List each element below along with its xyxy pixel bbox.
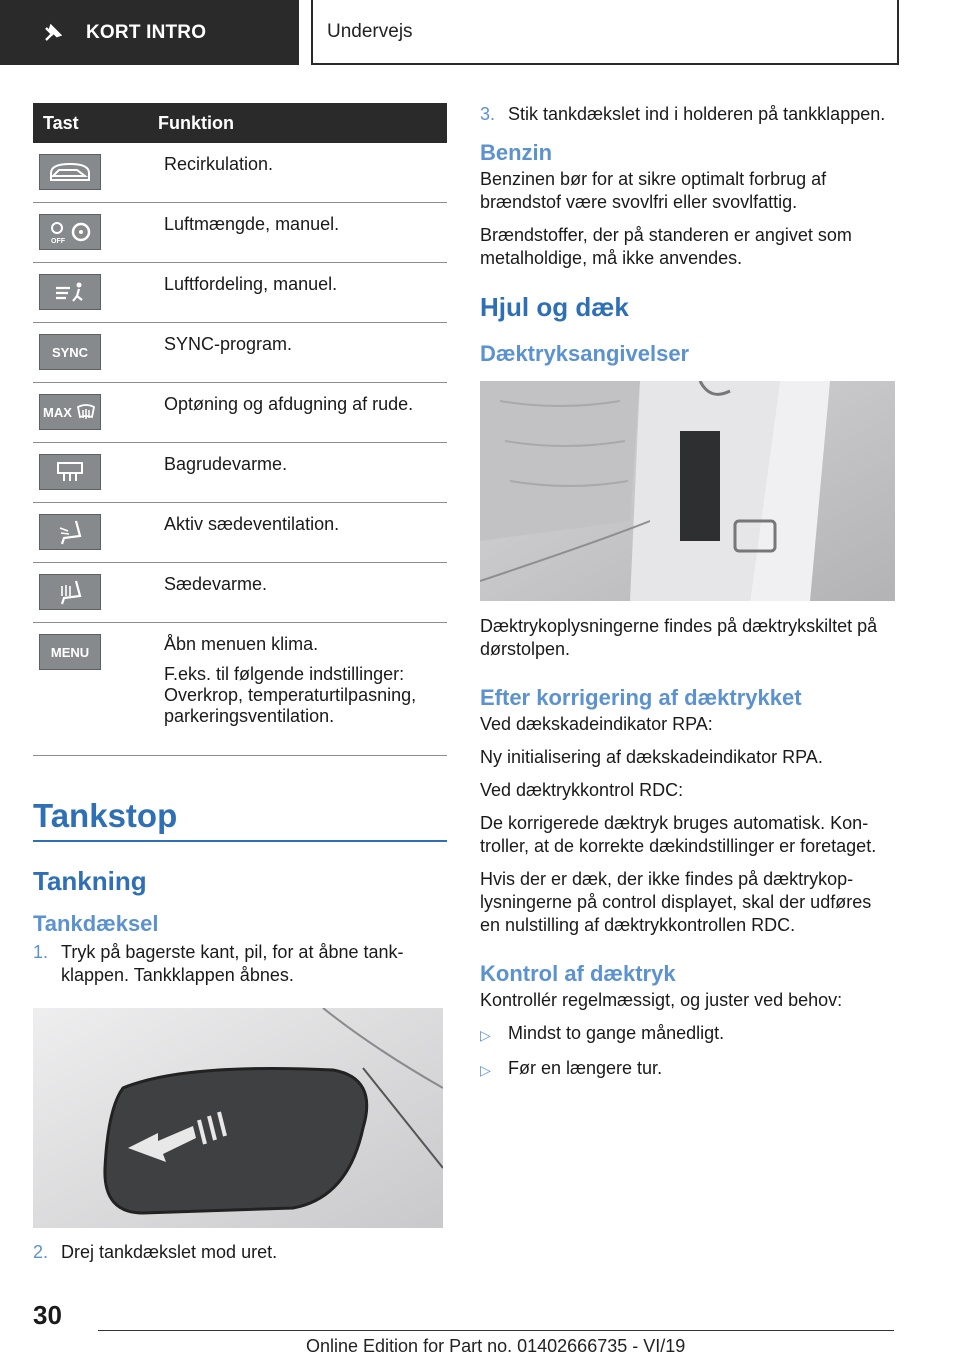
step-text: Stik tankdækslet ind i holderen på tankklappen. xyxy=(508,104,886,124)
efter-paragraph-5: Hvis der er dæk, der ikke findes på dæktrykoplysningerne på control displayet, skal der udføres en nulstilling af dæktrykkontrollen RDC. xyxy=(480,869,872,935)
table-row xyxy=(33,323,447,383)
left-column xyxy=(33,103,447,1264)
heading-efter-korrigering: Efter korrigering af dæktrykket xyxy=(480,685,802,710)
door-pillar-image xyxy=(480,381,895,601)
heading-kontrol-af-daektryk: Kontrol af dæktryk xyxy=(480,961,676,986)
list-item xyxy=(480,1022,896,1047)
efter-paragraph-1: Ved dækskadeindikator RPA: xyxy=(480,714,713,734)
kontrol-paragraph: Kontrollér regelmæssigt, og juster ved behov: xyxy=(480,990,843,1010)
table-cell-function: Aktiv sædeventilation. xyxy=(158,503,447,563)
table-row xyxy=(33,443,447,503)
daektryk-paragraph: Dæktrykoplysningerne findes på dæktrykskiltet på dørstolpen. xyxy=(480,616,878,659)
section-tab[interactable] xyxy=(0,0,299,65)
section-title: KORT INTRO xyxy=(86,21,207,43)
heading-hjul-og-daek: Hjul og dæk xyxy=(480,292,629,322)
efter-paragraph-2: Ny initialisering af dækskadeindikator RPA. xyxy=(480,747,823,767)
chapter-title: Undervejs xyxy=(327,20,413,42)
sync-label: SYNC xyxy=(39,334,101,370)
efter-paragraph-3: Ved dæktrykkontrol RDC: xyxy=(480,780,684,800)
table-row xyxy=(33,503,447,563)
seat-ventilation-icon xyxy=(39,514,101,550)
rear-defrost-icon xyxy=(39,454,101,490)
step-number: 2. xyxy=(33,1242,49,1262)
triangle-bullet-icon: ▷ xyxy=(480,1062,491,1078)
table-row xyxy=(33,383,447,443)
step-text: Drej tankdækslet mod uret. xyxy=(61,1242,278,1262)
fan-off-label: OFF xyxy=(51,238,65,245)
right-column xyxy=(480,103,896,1082)
key-function-table xyxy=(33,103,447,756)
table-cell-function: Optøning og afdugning af rude. xyxy=(158,383,447,443)
seat-heating-icon xyxy=(39,574,101,610)
menu-function-detail: F.eks. til følgende indstillinger: Overkrop, temperaturtilpasning, parkeringsventilation. xyxy=(164,664,417,726)
table-cell-function xyxy=(158,623,447,756)
pin-icon xyxy=(42,22,64,44)
footer-edition: Online Edition for Part no. 01402666735 - VI/19 xyxy=(306,1336,686,1356)
table-row xyxy=(33,563,447,623)
list-item-text: Før en længere tur. xyxy=(508,1058,663,1078)
fan-icon xyxy=(39,214,101,250)
footer-divider xyxy=(98,1330,894,1331)
table-cell-function: SYNC-program. xyxy=(158,323,447,383)
table-cell-function: Recirkulation. xyxy=(158,143,447,203)
table-header-key: Tast xyxy=(33,103,158,143)
list-item xyxy=(480,1057,896,1082)
list-item-text: Mindst to gange månedligt. xyxy=(508,1023,725,1043)
heading-tankning: Tankning xyxy=(33,866,147,896)
page-number: 30 xyxy=(33,1300,62,1330)
step-number: 3. xyxy=(480,104,496,124)
menu-label: MENU xyxy=(39,634,101,670)
table-row xyxy=(33,263,447,323)
step-2 xyxy=(33,1241,447,1264)
fuel-flap-image xyxy=(33,1008,443,1228)
table-row xyxy=(33,203,447,263)
triangle-bullet-icon: ▷ xyxy=(480,1027,491,1043)
step-1 xyxy=(33,941,447,987)
heading-daektryksangivelser: Dæktryksangivelser xyxy=(480,341,690,366)
table-row xyxy=(33,143,447,203)
step-text: Tryk på bagerste kant, pil, for at åbne tankklappen. Tankklappen åbnes. xyxy=(61,942,404,985)
step-number: 1. xyxy=(33,942,49,962)
benzin-paragraph-2: Brændstoffer, der på standeren er angivet som metalholdige, må ikke anvendes. xyxy=(480,225,852,268)
heading-tankstop: Tankstop xyxy=(33,797,447,842)
table-cell-function: Bagrudevarme. xyxy=(158,443,447,503)
table-header-function: Funktion xyxy=(158,103,447,143)
table-cell-function: Sædevarme. xyxy=(158,563,447,623)
max-label: MAX xyxy=(43,404,72,420)
table-cell-function: Luftfordeling, manuel. xyxy=(158,263,447,323)
efter-paragraph-4: De korrigerede dæktryk bruges automatisk. Kontroller, at de korrekte dækindstillinger er foretaget. xyxy=(480,813,877,856)
recirculation-icon xyxy=(39,154,101,190)
menu-function-text: Åbn menuen klima. xyxy=(164,634,319,654)
table-cell-function: Luftmængde, manuel. xyxy=(158,203,447,263)
chapter-tab[interactable] xyxy=(311,0,899,65)
air-distribution-icon xyxy=(39,274,101,310)
benzin-paragraph-1: Benzinen bør for at sikre optimalt forbrug af brændstof være svovlfri eller svovlfattig. xyxy=(480,169,827,212)
heading-benzin: Benzin xyxy=(480,140,553,165)
step-3 xyxy=(480,103,896,126)
heading-tankdaeksel: Tankdæksel xyxy=(33,911,159,936)
table-row xyxy=(33,623,447,756)
max-defrost-icon xyxy=(39,394,101,430)
